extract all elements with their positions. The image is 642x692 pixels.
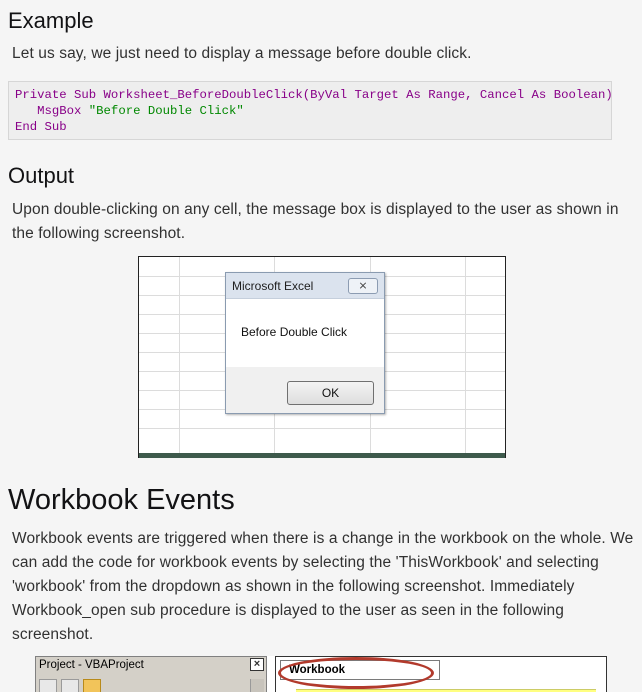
code-window	[275, 656, 607, 692]
output-heading: Output	[8, 163, 75, 188]
excel-screenshot	[138, 256, 506, 458]
object-dropdown[interactable]: Workbook	[280, 660, 440, 680]
scrollbar[interactable]	[250, 679, 264, 692]
highlight-ellipse	[278, 657, 434, 689]
folder-icon[interactable]	[83, 679, 101, 692]
grid-line	[179, 257, 180, 453]
view-object-icon[interactable]	[61, 679, 79, 692]
project-toolbar	[39, 679, 105, 692]
code-line-2-keyword: MsgBox	[15, 104, 89, 118]
message-box	[225, 272, 385, 414]
example-heading: Example	[8, 8, 94, 33]
project-explorer-title: Project - VBAProject	[36, 657, 266, 673]
code-line-2-string: "Before Double Click"	[88, 104, 244, 118]
code-block	[8, 81, 612, 140]
view-code-icon[interactable]	[39, 679, 57, 692]
output-text: Upon double-clicking on any cell, the message box is displayed to the user as shown in the following screenshot.	[12, 201, 619, 242]
code-line-1: Private Sub Worksheet_BeforeDoubleClick(ByVal Target As Range, Cancel As Boolean)	[15, 88, 613, 102]
ok-button[interactable]: OK	[287, 381, 374, 405]
divider	[139, 453, 505, 458]
project-explorer	[35, 656, 267, 692]
message-box-footer	[226, 367, 384, 413]
workbook-events-heading: Workbook Events	[8, 484, 235, 516]
grid-line	[139, 428, 505, 429]
message-text: Before Double Click	[226, 300, 384, 368]
close-icon[interactable]: ×	[250, 658, 264, 671]
workbook-events-text: Workbook events are triggered when there is a change in the workbook on the whole. We can add the code for workbook events by selecting the 'ThisWorkbook' and selecting 'workbook' from the dropdown as shown in the following screenshot. Immediately Workbook_open sub procedure is displayed to the user as seen in the following screenshot.	[12, 530, 634, 643]
code-line-3: End Sub	[15, 120, 67, 134]
close-icon[interactable]: ⨯	[348, 278, 378, 294]
example-intro: Let us say, we just need to display a message before double click.	[12, 45, 472, 62]
grid-line	[465, 257, 466, 453]
vba-editor-screenshot	[35, 656, 607, 692]
message-box-title: Microsoft Excel	[226, 273, 384, 299]
